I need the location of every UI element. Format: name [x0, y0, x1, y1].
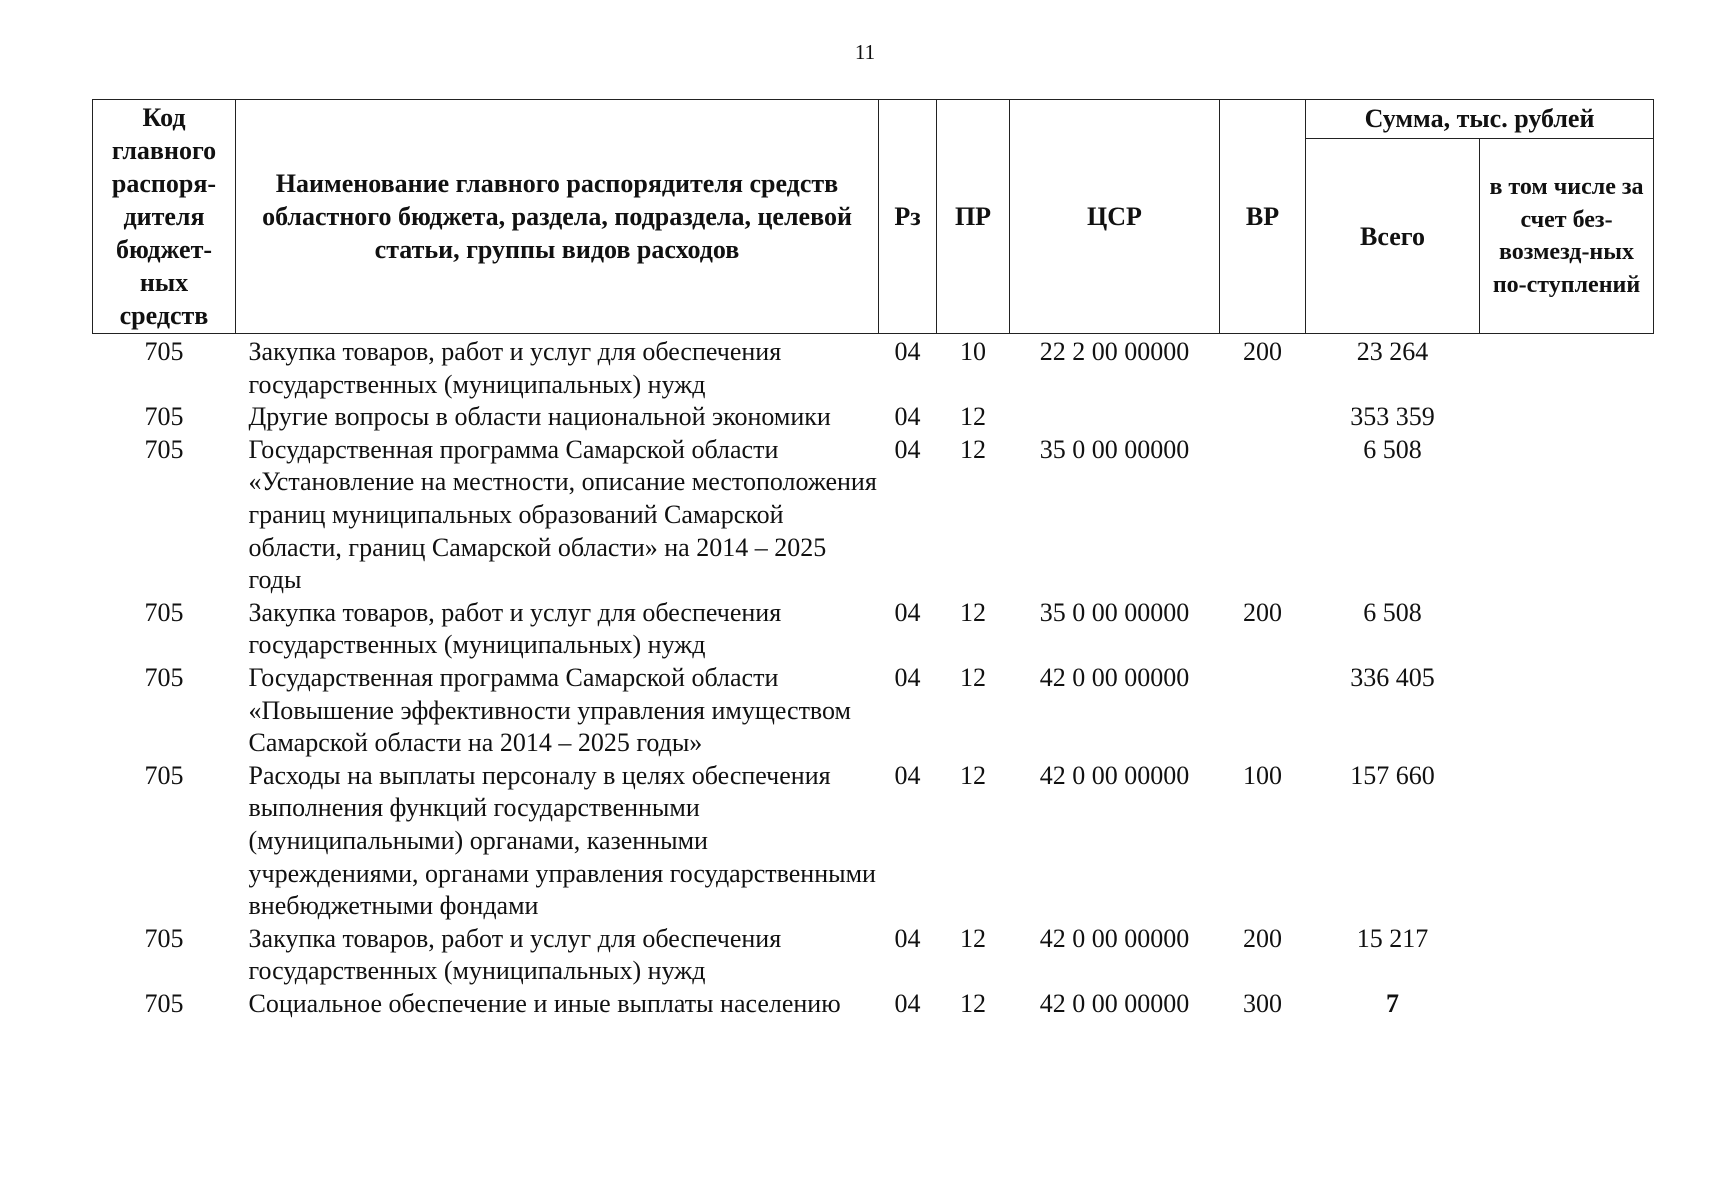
cell-rz: 04 [894, 760, 921, 790]
cell-csr [1010, 401, 1220, 434]
cell-vr: 200 [1243, 923, 1282, 953]
cell-gratuitous [1480, 988, 1654, 1021]
cell-total: 336 405 [1350, 662, 1435, 692]
cell-pr: 10 [960, 337, 986, 366]
cell-pr: 12 [960, 597, 986, 627]
cell-rz: 04 [894, 662, 921, 692]
cell-gratuitous [1480, 401, 1654, 434]
cell-name: Государственная программа Самарской области «Установление на местности, описание местоположения границ муниципальных образований Самарской области, границ Самарской области» на 2014 – 2025 годы [248, 434, 877, 595]
header-code: Код главного распоря-дителя бюджет-ных средств [93, 100, 236, 334]
table-header [93, 100, 1654, 334]
header-csr: ЦСР [1010, 100, 1220, 334]
cell-name: Закупка товаров, работ и услуг для обеспечения государственных (муниципальных) нужд [248, 597, 782, 660]
cell-csr: 42 0 00 00000 [1039, 923, 1190, 953]
header-vr: ВР [1220, 100, 1306, 334]
cell-name: Расходы на выплаты персоналу в целях обеспечения выполнения функций государственными (муниципальными) органами, казенными учреждениями, органами управления государственными внебюджетными фондами [248, 760, 876, 921]
cell-code: 705 [144, 760, 184, 790]
cell-csr: 22 2 00 00000 [1039, 337, 1190, 366]
cell-csr: 42 0 00 00000 [1039, 760, 1190, 790]
header-pr: ПР [937, 100, 1010, 334]
cell-gratuitous [1480, 597, 1654, 662]
cell-name: Другие вопросы в области национальной экономики [248, 402, 831, 432]
cell-gratuitous [1480, 760, 1654, 923]
table-row [93, 923, 1654, 988]
cell-vr: 200 [1243, 337, 1282, 366]
cell-csr: 35 0 00 00000 [1039, 597, 1190, 627]
table-row [93, 334, 1654, 402]
cell-code: 705 [144, 662, 184, 692]
cell-gratuitous [1480, 434, 1654, 597]
cell-code: 705 [144, 988, 184, 1018]
cell-name: Социальное обеспечение и иные выплаты населению [248, 988, 841, 1018]
cell-code: 705 [144, 402, 184, 432]
cell-rz: 04 [894, 402, 921, 432]
cell-rz: 04 [894, 434, 921, 464]
table-row [93, 597, 1654, 662]
cell-name: Закупка товаров, работ и услуг для обеспечения государственных (муниципальных) нужд [248, 923, 782, 986]
cell-rz: 04 [894, 923, 921, 953]
cell-gratuitous [1480, 662, 1654, 760]
cell-csr: 42 0 00 00000 [1039, 662, 1190, 692]
cell-rz: 04 [894, 337, 921, 366]
cell-code: 705 [144, 337, 184, 366]
table-row [93, 760, 1654, 923]
cell-total: 15 217 [1356, 923, 1429, 953]
cell-vr [1220, 434, 1306, 597]
cell-vr: 100 [1243, 760, 1282, 790]
cell-total: 7 [1386, 988, 1399, 1018]
cell-name: Государственная программа Самарской области «Повышение эффективности управления имуществом Самарской области на 2014 – 2025 годы» [248, 662, 851, 758]
header-rz: Рз [879, 100, 937, 334]
cell-pr: 12 [960, 760, 986, 790]
table-row [93, 662, 1654, 760]
cell-vr: 300 [1243, 988, 1282, 1018]
cell-csr: 42 0 00 00000 [1039, 988, 1190, 1018]
cell-code: 705 [144, 597, 184, 627]
cell-code: 705 [144, 923, 184, 953]
cell-pr: 12 [960, 434, 986, 464]
header-name: Наименование главного распорядителя средств областного бюджета, раздела, подраздела, целевой статьи, группы видов расходов [236, 100, 879, 334]
cell-total: 6 508 [1363, 597, 1422, 627]
cell-total: 6 508 [1363, 434, 1422, 464]
cell-rz: 04 [894, 597, 921, 627]
cell-pr: 12 [960, 988, 986, 1018]
cell-vr [1220, 401, 1306, 434]
cell-gratuitous [1480, 334, 1654, 402]
table-row [93, 434, 1654, 597]
cell-total: 353 359 [1350, 402, 1435, 432]
header-gratuitous: в том числе за счет без-возмезд-ных по-ступлений [1480, 139, 1654, 334]
header-total: Всего [1306, 139, 1480, 334]
budget-table [92, 99, 1654, 1020]
cell-rz: 04 [894, 988, 921, 1018]
table-row [93, 401, 1654, 434]
cell-total: 23 264 [1356, 337, 1429, 366]
cell-pr: 12 [960, 662, 986, 692]
cell-csr: 35 0 00 00000 [1039, 434, 1190, 464]
table-row [93, 988, 1654, 1021]
cell-pr: 12 [960, 923, 986, 953]
page-number: 11 [854, 40, 876, 64]
cell-gratuitous [1480, 923, 1654, 988]
cell-vr [1220, 662, 1306, 760]
cell-pr: 12 [960, 402, 986, 432]
header-sum-group: Сумма, тыс. рублей [1306, 100, 1654, 139]
cell-code: 705 [144, 434, 184, 464]
cell-total: 157 660 [1350, 760, 1435, 790]
cell-vr: 200 [1243, 597, 1282, 627]
table-body [93, 334, 1654, 1021]
cell-name: Закупка товаров, работ и услуг для обеспечения государственных (муниципальных) нужд [248, 337, 782, 399]
